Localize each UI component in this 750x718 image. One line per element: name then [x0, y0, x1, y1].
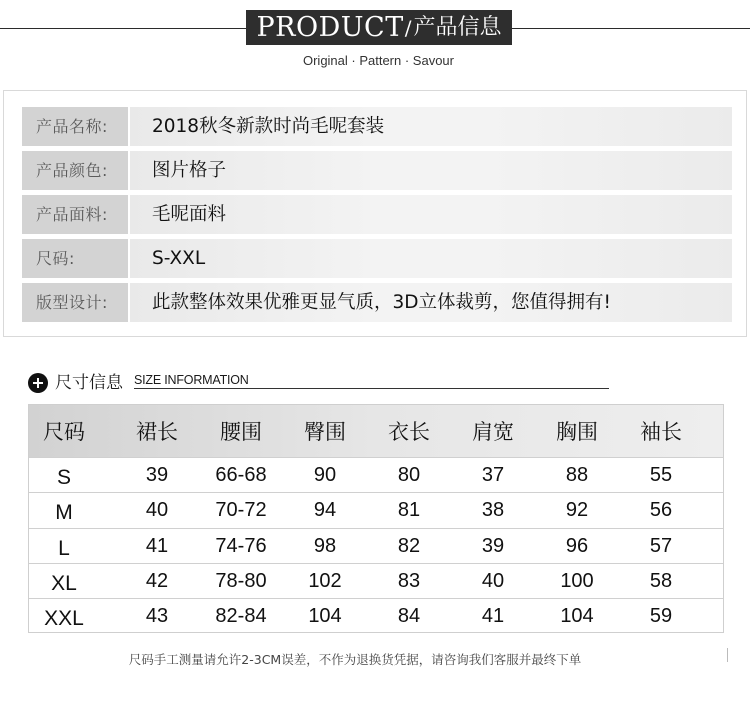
table-row [29, 457, 723, 492]
table-cell: 94 [313, 498, 337, 521]
table-row [29, 528, 723, 563]
info-label: 版型设计: [22, 283, 128, 322]
info-value: 2018秋冬新款时尚毛呢套装 [130, 107, 732, 146]
info-label: 产品颜色: [22, 151, 128, 190]
table-cell: 83 [397, 569, 421, 592]
table-row [29, 492, 723, 527]
size-footnote: 尺码手工测量请允许2-3CM误差，不作为退换货凭据，请咨询我们客服并最终下单 [128, 652, 582, 667]
info-value: 图片格子 [130, 151, 732, 190]
table-header-cell: 腰围 [220, 420, 262, 444]
table-cell: 41 [145, 534, 169, 557]
table-cell: 39 [481, 534, 505, 557]
table-cell: 59 [649, 604, 673, 627]
table-cell: 37 [481, 463, 505, 486]
table-size-cell: L [58, 537, 70, 560]
table-cell: 58 [649, 569, 673, 592]
table-cell: 84 [397, 604, 421, 627]
info-label: 产品名称: [22, 107, 128, 146]
info-value: S-XXL [130, 239, 732, 278]
table-cell: 78-80 [215, 569, 267, 592]
table-header-cell: 臀围 [304, 420, 346, 444]
table-cell: 82 [397, 534, 421, 557]
table-cell: 57 [649, 534, 673, 557]
product-info-panel [3, 90, 747, 337]
table-header-cell: 胸围 [556, 420, 598, 444]
header-title-en: PRODUCT [256, 12, 404, 43]
table-cell: 88 [565, 463, 589, 486]
table-cell: 100 [560, 569, 594, 592]
table-cell: 82-84 [215, 604, 267, 627]
header-title-box [246, 10, 512, 45]
table-cell: 81 [397, 498, 421, 521]
table-header-cell: 袖长 [640, 420, 682, 444]
table-cell: 43 [145, 604, 169, 627]
info-label: 产品面料: [22, 195, 128, 234]
table-size-cell: M [55, 501, 73, 524]
table-cell: 40 [145, 498, 169, 521]
table-header-row [29, 405, 723, 457]
header-rule-left [0, 28, 246, 29]
corner-mark [727, 648, 728, 662]
table-header-cell: 尺码 [43, 420, 85, 444]
plus-circle-icon [28, 373, 48, 393]
size-title-en: SIZE INFORMATION [134, 373, 249, 387]
table-cell: 42 [145, 569, 169, 592]
table-size-cell: S [56, 466, 71, 489]
table-cell: 80 [397, 463, 421, 486]
info-value: 毛呢面料 [130, 195, 732, 234]
table-cell: 40 [481, 569, 505, 592]
table-row [29, 598, 723, 633]
table-cell: 90 [313, 463, 337, 486]
size-table [28, 404, 724, 633]
header-subtitle: Original · Pattern · Savour [302, 53, 454, 68]
table-cell: 38 [481, 498, 505, 521]
table-cell: 66-68 [215, 463, 267, 486]
table-cell: 104 [308, 604, 342, 627]
table-size-cell: XL [51, 572, 77, 595]
table-cell: 56 [649, 498, 673, 521]
size-title-cn: 尺寸信息 [55, 373, 123, 393]
table-cell: 92 [565, 498, 589, 521]
table-cell: 39 [145, 463, 169, 486]
table-cell: 98 [313, 534, 337, 557]
table-row [29, 563, 723, 598]
table-cell: 74-76 [215, 534, 267, 557]
table-cell: 102 [308, 569, 342, 592]
table-header-cell: 裙长 [136, 420, 178, 444]
table-cell: 55 [649, 463, 673, 486]
table-cell: 70-72 [215, 498, 267, 521]
table-header-cell: 衣长 [388, 420, 430, 444]
size-title-underline [134, 388, 609, 389]
table-cell: 41 [481, 604, 505, 627]
table-cell: 104 [560, 604, 594, 627]
table-size-cell: XXL [44, 607, 84, 630]
header-rule-right [512, 28, 750, 29]
header-title-slash: / [404, 15, 412, 40]
table-header-cell: 肩宽 [472, 420, 514, 444]
info-label: 尺码: [22, 239, 128, 278]
table-cell: 96 [565, 534, 589, 557]
header-title-cn: 产品信息 [413, 14, 502, 40]
info-value: 此款整体效果优雅更显气质，3D立体裁剪，您值得拥有! [130, 283, 732, 322]
